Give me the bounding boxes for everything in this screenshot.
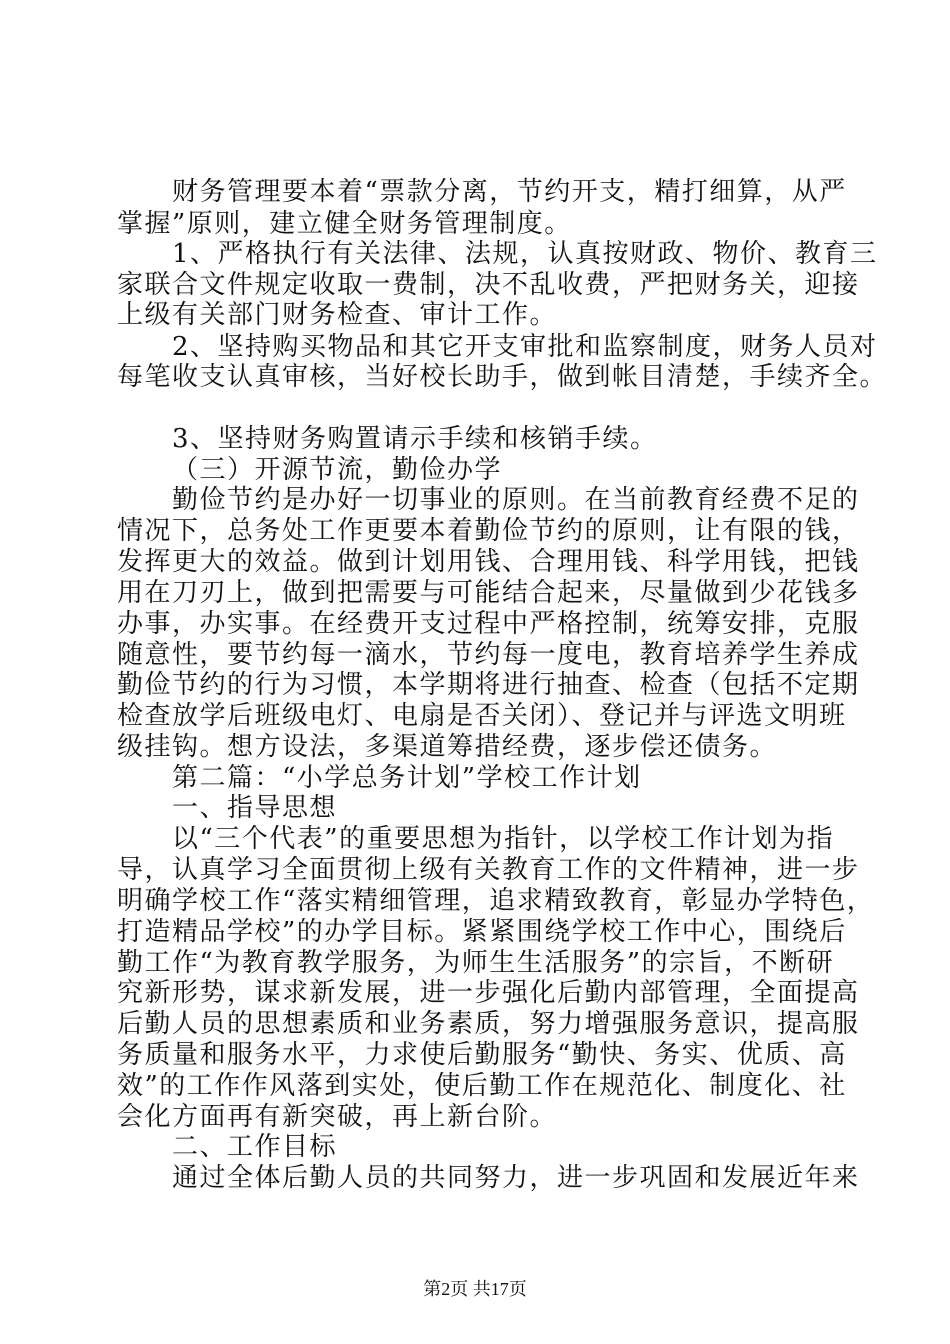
- paragraph-line: 发挥更大的效益。做到计划用钱、合理用钱、科学用钱，把钱: [117, 547, 860, 577]
- chapter-heading: 第二篇：“小学总务计划”学校工作计划: [172, 763, 642, 793]
- paragraph-line: 勤俭节约的行为习惯，本学期将进行抽查、检查（包括不定期: [117, 670, 860, 700]
- section-heading: 一、指导思想: [172, 793, 338, 823]
- paragraph-line: 2、坚持购买物品和其它开支审批和监察制度，财务人员对: [172, 332, 878, 362]
- paragraph-line: 家联合文件规定收取一费制，决不乱收费，严把财务关，迎接: [117, 270, 860, 300]
- paragraph-line: 务质量和服务水平，力求使后勤服务“勤快、务实、优质、高: [117, 1040, 847, 1070]
- paragraph-line: 导，认真学习全面贯彻上级有关教育工作的文件精神，进一步: [117, 855, 860, 885]
- paragraph-line: 检查放学后班级电灯、电扇是否关闭）、登记并与评选文明班: [117, 701, 847, 731]
- paragraph-line: 打造精品学校”的办学目标。紧紧围绕学校工作中心，围绕后: [117, 917, 847, 947]
- paragraph-line: 会化方面再有新突破，再上新台阶。: [117, 1102, 558, 1132]
- paragraph-line: 3、坚持财务购置请示手续和核销手续。: [172, 424, 658, 454]
- paragraph-line: 勤俭节约是办好一切事业的原则。在当前教育经费不足的: [172, 485, 860, 515]
- paragraph-line: 办事，办实事。在经费开支过程中严格控制，统筹安排，克服: [117, 609, 860, 639]
- paragraph-line: 通过全体后勤人员的共同努力，进一步巩固和发展近年来: [172, 1163, 860, 1193]
- paragraph-line: 级挂钩。想方设法，多渠道筹措经费，逐步偿还债务。: [117, 732, 778, 762]
- paragraph-line: 情况下，总务处工作更要本着勤俭节约的原则，让有限的钱，: [117, 516, 860, 546]
- paragraph-line: 究新形势，谋求新发展，进一步强化后勤内部管理，全面提高: [117, 978, 860, 1008]
- paragraph-line: 勤工作“为教育教学服务，为师生生活服务”的宗旨，不断研: [117, 948, 835, 978]
- paragraph-line: 每笔收支认真审核，当好校长助手，做到帐目清楚，手续齐全。: [117, 362, 888, 392]
- page-number-footer: 第2页 共17页: [423, 1279, 527, 1299]
- paragraph-line: 1、严格执行有关法律、法规，认真按财政、物价、教育三: [172, 239, 878, 269]
- paragraph-line: 财务管理要本着“票款分离，节约开支，精打细算，从严: [172, 177, 847, 207]
- paragraph-line: 明确学校工作“落实精细管理，追求精致教育，彰显办学特色，: [117, 886, 875, 916]
- paragraph-line: 效”的工作作风落到实处，使后勤工作在规范化、制度化、社: [117, 1071, 847, 1101]
- paragraph-line: 上级有关部门财务检查、审计工作。: [117, 300, 558, 330]
- paragraph-line: 随意性，要节约每一滴水，节约每一度电，教育培养学生养成: [117, 640, 860, 670]
- section-heading: （三）开源节流，勤俭办学: [172, 455, 503, 485]
- paragraph-line: 掌握”原则，建立健全财务管理制度。: [117, 209, 572, 239]
- paragraph-line: 以“三个代表”的重要思想为指针，以学校工作计划为指: [172, 824, 835, 854]
- paragraph-line: 后勤人员的思想素质和业务素质，努力增强服务意识，提高服: [117, 1009, 860, 1039]
- section-heading: 二、工作目标: [172, 1132, 338, 1162]
- paragraph-line: 用在刀刃上，做到把需要与可能结合起来，尽量做到少花钱多: [117, 578, 860, 608]
